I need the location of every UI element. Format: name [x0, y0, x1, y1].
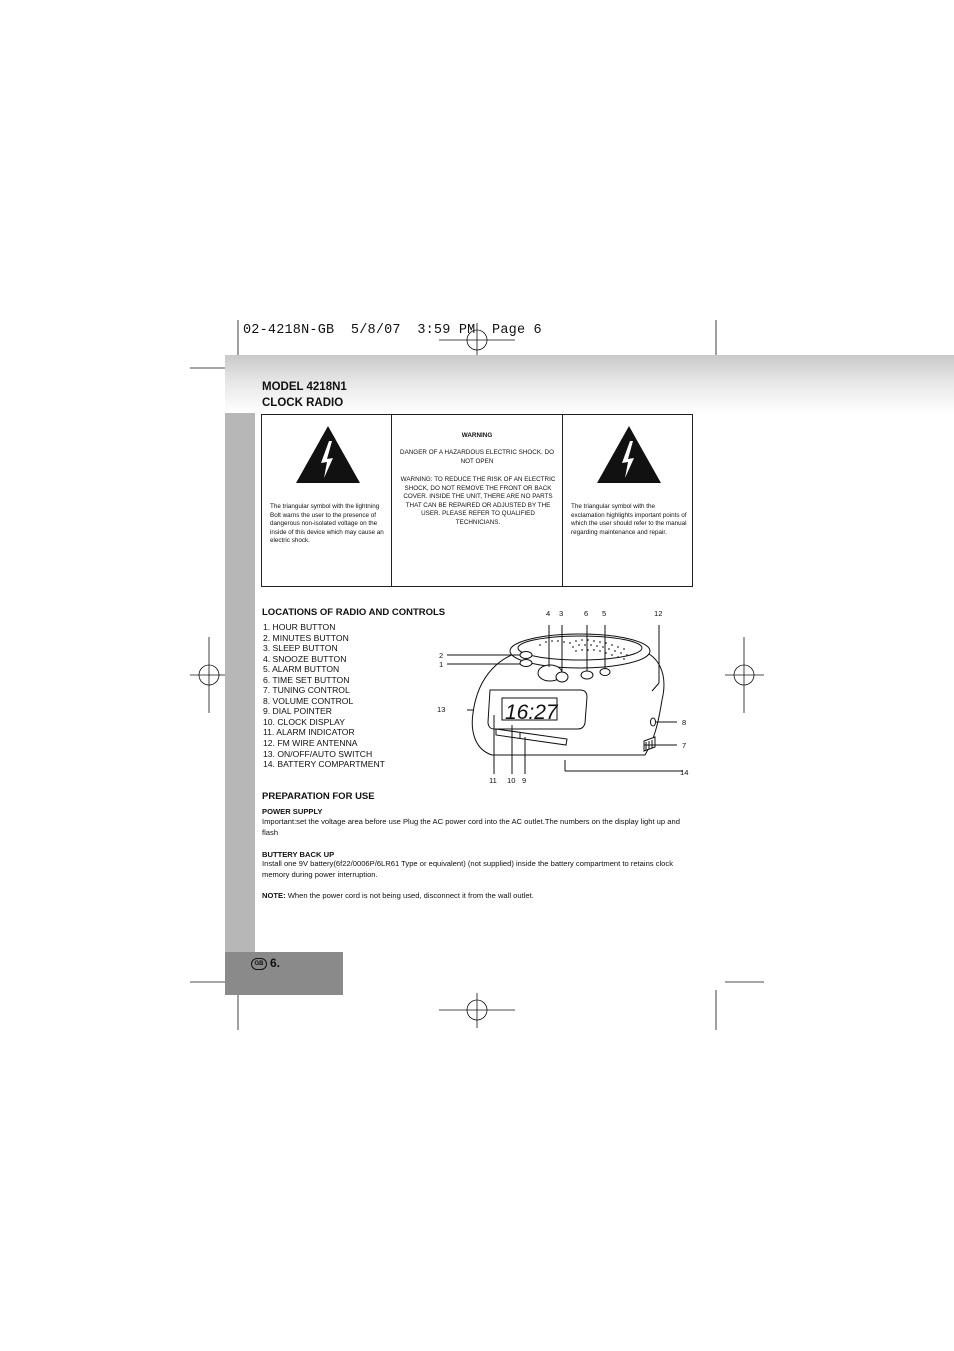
page-number-box	[225, 952, 343, 995]
list-item: 7. TUNING CONTROL	[263, 685, 350, 696]
product-title: CLOCK RADIO	[262, 396, 344, 409]
power-supply-heading: POWER SUPPLY	[262, 807, 323, 816]
list-item: 4. SNOOZE BUTTON	[263, 653, 347, 664]
list-item: 3. SLEEP BUTTON	[263, 643, 338, 654]
preparation-heading: PREPARATION FOR USE	[262, 791, 375, 802]
battery-backup-text: Install one 9V battery(6f22/0006P/6LR61 Type or equivalent) (not supplied) inside the battery compartment to retains clock memory during power interruption.	[262, 859, 674, 879]
callout-label: 3	[559, 609, 564, 618]
list-item: 12. FM WIRE ANTENNA	[263, 738, 358, 749]
print-slug: 02-4218N-GB 5/8/07 3:59 PM Page 6	[243, 323, 542, 338]
list-item: 5. ALARM BUTTON	[263, 664, 340, 675]
model-title: MODEL 4218N1	[262, 381, 347, 393]
warning-text: WARNING: TO REDUCE THE RISK OF AN ELECTRIC SHOCK, DO NOT REMOVE THE FRONT OR BACK COVER. INSIDE THE UNIT, THERE ARE NO PARTS THAT CAN BE REPAIRED OR ADJUSTED BY THE USER. PLEASE REFER TO QUALIFIED TECHNICIANS.	[400, 476, 556, 526]
warning-left-column	[262, 415, 391, 586]
callout-label: 2	[439, 651, 444, 660]
clock-radio-diagram	[430, 605, 700, 790]
list-item: 6. TIME SET BUTTON	[263, 674, 350, 685]
callout-label: 10	[507, 776, 516, 785]
region-badge: GB	[251, 958, 267, 970]
callout-label: 7	[682, 741, 687, 750]
power-supply-text: Important:set the voltage area before use Plug the AC power cord into the AC outlet.The numbers on the display light up and flash	[262, 817, 680, 837]
locations-heading: LOCATIONS OF RADIO AND CONTROLS	[262, 607, 446, 618]
list-item: 10. CLOCK DISPLAY	[263, 716, 345, 727]
callout-label: 4	[546, 609, 551, 618]
clock-display-time: 16:27	[505, 701, 558, 724]
lightning-symbol-text: The triangular symbol with the lightning Bolt warns the user to the presence of dangerous non-isolated voltage on the inside of this device which may cause an electric shock.	[270, 503, 384, 544]
list-item: 9. DIAL POINTER	[263, 706, 332, 717]
lightning-warning-icon	[295, 425, 361, 485]
callout-label: 13	[437, 705, 446, 714]
page-title	[262, 380, 347, 411]
callout-label: 9	[522, 776, 527, 785]
list-item: 8. VOLUME CONTROL	[263, 695, 354, 706]
warning-right-column	[563, 415, 692, 586]
list-item: 1. HOUR BUTTON	[263, 622, 336, 632]
page-number: 6.	[270, 956, 281, 970]
exclamation-symbol-text: The triangular symbol with the exclamation highlights important points of which the user should refer to the manual regarding maintenance and repair.	[571, 503, 687, 536]
safety-warning-box	[261, 414, 693, 587]
callout-label: 14	[680, 768, 689, 777]
callout-label: 1	[439, 660, 444, 669]
callout-label: 5	[602, 609, 607, 618]
callout-label: 11	[489, 776, 497, 785]
warning-center-column	[392, 415, 562, 586]
danger-text: DANGER OF A HAZARDOUS ELECTRIC SHOCK. DO NOT OPEN	[400, 449, 554, 465]
note-paragraph	[262, 891, 694, 902]
note-label: NOTE:	[262, 891, 286, 900]
battery-backup-heading: BUTTERY BACK UP	[262, 850, 335, 859]
controls-list	[263, 622, 385, 770]
callout-label: 6	[584, 609, 589, 618]
list-item: 2. MINUTES BUTTON	[263, 632, 349, 643]
list-item: 11. ALARM INDICATOR	[263, 727, 355, 738]
callout-label: 8	[682, 718, 687, 727]
side-bar	[225, 413, 255, 995]
exclamation-warning-icon	[596, 425, 662, 485]
list-item: 14. BATTERY COMPARTMENT	[263, 759, 385, 770]
warning-title: WARNING	[461, 432, 493, 439]
note-text: When the power cord is not being used, disconnect it from the wall outlet.	[285, 891, 534, 900]
list-item: 13. ON/OFF/AUTO SWITCH	[263, 748, 373, 759]
callout-label: 12	[654, 609, 663, 618]
